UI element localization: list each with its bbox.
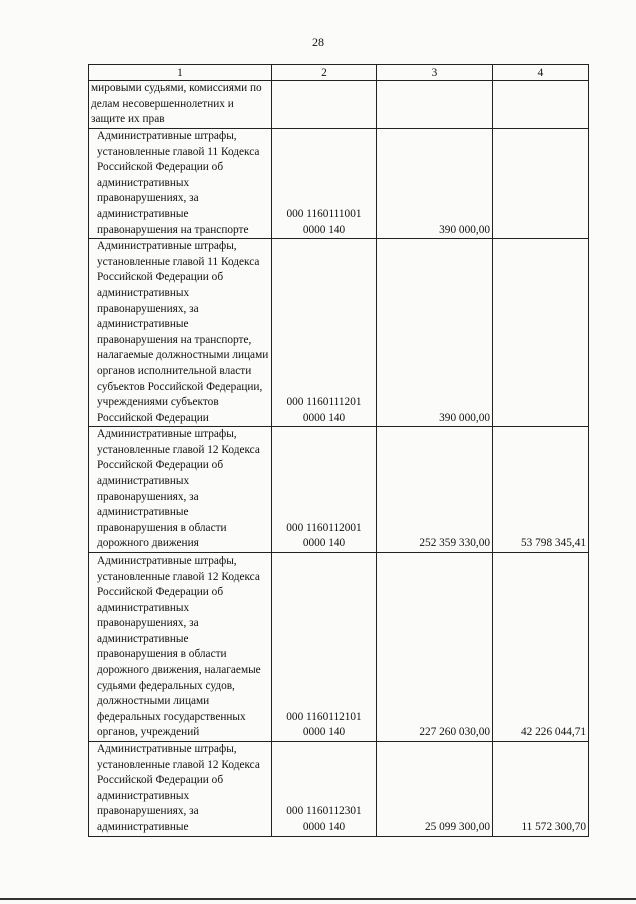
row-name-text: Административные штрафы, установленные главой 11 Кодекса Российской Федерации об административных правонарушениях, за административные правонарушения на транспорте	[97, 130, 260, 236]
row-value-col4: 11 572 300,70	[493, 742, 589, 837]
row-name	[89, 129, 272, 239]
row-name-text: Административные штрафы, установленные главой 12 Кодекса Российской Федерации об административных правонарушениях, за административные правонарушения в области дорожного движения	[97, 428, 260, 550]
row-code-part-2: 0000 140	[302, 821, 346, 833]
row-code-part-1: 000 1160111201	[286, 396, 362, 409]
header-col-1: 1	[89, 65, 272, 81]
row-value-col3: 25 099 300,00	[377, 742, 493, 837]
row-code	[272, 742, 377, 837]
row-value-col3: 252 359 330,00	[377, 427, 493, 553]
row-name-text: Административные штрафы, установленные главой 12 Кодекса Российской Федерации об административных правонарушениях, за административные	[97, 743, 260, 833]
page-number: 28	[312, 35, 324, 49]
row-name-text: Административные штрафы, установленные главой 12 Кодекса Российской Федерации об административных правонарушениях, за административные правонарушения в области дорожного движения, налагаемые судьями федеральных судов, должностными лицами федеральных государственных органов, учреждений	[97, 554, 261, 739]
row-code-part-1: 000 1160112301	[286, 805, 362, 818]
row-code-part-2: 0000 140	[302, 537, 346, 550]
row-code-part-2: 0000 140	[302, 223, 346, 236]
row-name	[89, 553, 272, 742]
table-row	[89, 742, 589, 837]
row-code	[272, 427, 377, 553]
page-bottom-rule	[0, 898, 636, 900]
table-header-row	[89, 65, 589, 81]
row-name	[89, 427, 272, 553]
row-value-col4	[493, 239, 589, 427]
row-value-col3: 227 260 030,00	[377, 553, 493, 742]
row-code-part-2: 0000 140	[302, 726, 346, 739]
table-row	[89, 81, 589, 129]
row-name	[89, 742, 272, 837]
budget-revenue-table	[88, 64, 589, 837]
row-code-part-1: 000 1160112101	[286, 710, 362, 723]
row-name	[89, 239, 272, 427]
table-row	[89, 239, 589, 427]
header-col-2: 2	[272, 65, 377, 81]
header-col-4: 4	[493, 65, 589, 81]
row-code-part-2: 0000 140	[302, 411, 346, 424]
row-value-col4: 53 798 345,41	[493, 427, 589, 553]
header-col-3: 3	[377, 65, 493, 81]
row-value-col3: 390 000,00	[377, 239, 493, 427]
table-row	[89, 427, 589, 553]
row-name: мировыми судьями, комиссиями по делам несовершеннолетних и защите их прав	[89, 81, 272, 129]
row-code-part-1: 000 1160112001	[286, 521, 362, 534]
row-value-col3: 390 000,00	[377, 129, 493, 239]
row-name-text: Административные штрафы, установленные главой 11 Кодекса Российской Федерации об административных правонарушениях, за административные правонарушения на транспорте, налагаемые должностными лицами органов исполнительной власти субъектов Российской Федерации, учреждениями субъектов Российской Федерации	[97, 240, 269, 424]
row-code	[272, 81, 377, 129]
row-value-col4	[493, 81, 589, 129]
table-row	[89, 129, 589, 239]
row-code	[272, 129, 377, 239]
table-row	[89, 553, 589, 742]
row-code	[272, 239, 377, 427]
row-value-col3	[377, 81, 493, 129]
row-value-col4: 42 226 044,71	[493, 553, 589, 742]
row-value-col4	[493, 129, 589, 239]
row-code-part-1: 000 1160111001	[286, 207, 362, 220]
row-code	[272, 553, 377, 742]
